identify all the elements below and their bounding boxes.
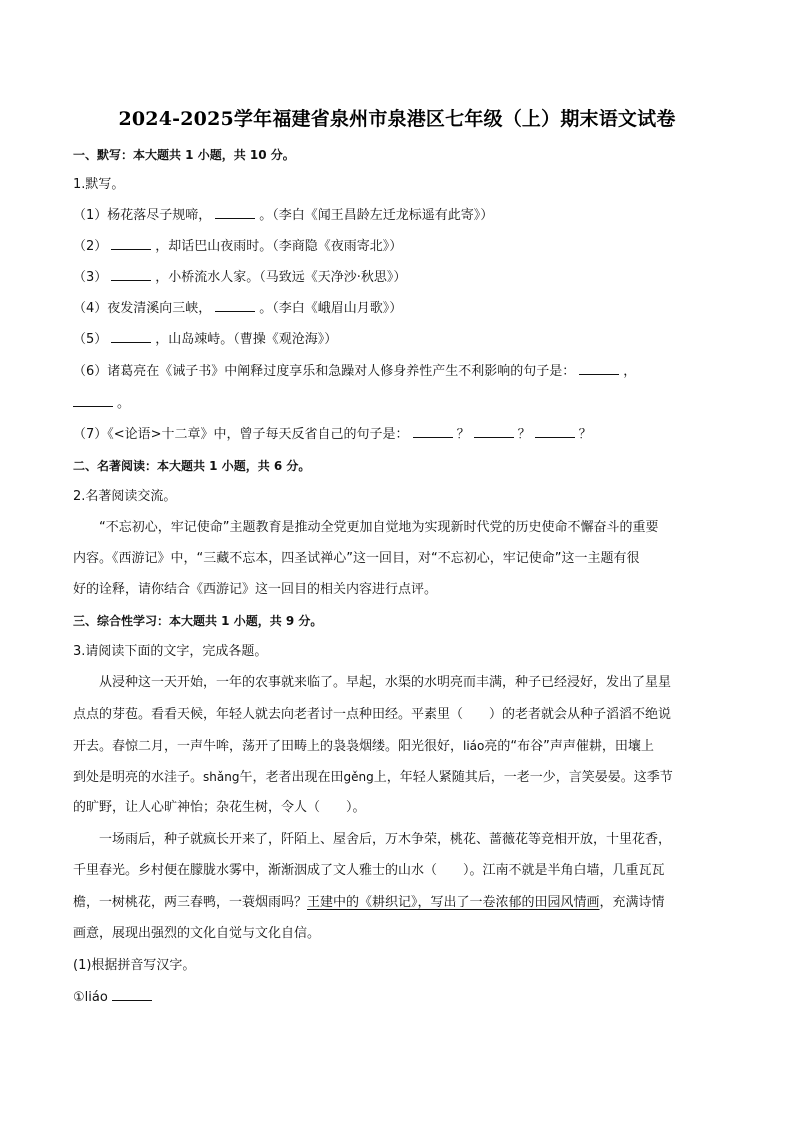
answer-blank[interactable]: [111, 268, 151, 281]
question-1-item-2: （2） ，却话巴山夜雨时。（李商隐《夜雨寄北》）: [73, 239, 403, 254]
pinyin: liáo: [463, 739, 485, 753]
question-2-para-line: 内容。《西游记》中，“三藏不忘本，四圣试禅心”这一回目，对“不忘初心，牢记使命”这一主题有很: [73, 551, 640, 566]
answer-blank[interactable]: [579, 362, 619, 375]
answer-blank[interactable]: [215, 299, 255, 312]
answer-blank[interactable]: [215, 206, 255, 219]
answer-blank[interactable]: [474, 425, 514, 438]
section-heading-3: 三、综合性学习：本大题共 1 小题，共 9 分。: [73, 614, 323, 628]
question-3-title: 3.请阅读下面的文字，完成各题。: [73, 644, 268, 659]
passage-line: 的旷野，让人心旷神怡；杂花生树，令人（ ）。: [73, 800, 366, 815]
question-1-item-3: （3） ，小桥流水人家。（马致远《天净沙·秋思》）: [73, 270, 407, 285]
passage-line: 到处是明亮的水洼子。shǎng午，老者出现在田gěng上，年轻人紧随其后，一老一少，言笑晏晏。这季节: [73, 770, 673, 785]
question-2-para-line: 好的诠释，请你结合《西游记》这一回目的相关内容进行点评。: [73, 582, 438, 597]
underlined-sentence: 王建中的《耕织记》，写出了一卷浓郁的田园风情画: [307, 895, 600, 910]
question-1-item-6: （6）诸葛亮在《诫子书》中阐释过度享乐和急躁对人修身养性产生不利影响的句子是： ，: [73, 364, 637, 379]
answer-blank[interactable]: [111, 237, 151, 250]
section-heading-1: 一、默写：本大题共 1 小题，共 10 分。: [73, 148, 295, 162]
pinyin: shǎng: [203, 770, 240, 784]
sub-question-1-item: ①liáo: [73, 988, 156, 1008]
question-2-para-line: “不忘初心，牢记使命”主题教育是推动全党更加自觉地为实现新时代党的历史使命不懈奋斗的重要: [99, 520, 659, 535]
passage-line: 千里春光。乡村便在朦胧水雾中，渐渐洇成了文人雅士的山水（ ）。江南不就是半角白墙，几重瓦瓦: [73, 863, 665, 878]
question-2-title: 2.名著阅读交流。: [73, 489, 177, 504]
passage-line: 开去。春惊二月，一声牛哞，荡开了田畴上的袅袅烟缕。阳光很好，liáo亮的“布谷”声声催耕，田壤上: [73, 739, 654, 754]
sub-question-1: (1)根据拼音写汉字。: [73, 958, 196, 973]
answer-blank[interactable]: [73, 394, 113, 407]
page-title: 2024-2025学年福建省泉州市泉港区七年级（上）期末语文试卷: [118, 108, 676, 130]
question-1-item-6-cont: 。: [73, 394, 130, 414]
question-1-item-5: （5） ，山岛竦峙。（曹操《观沧海》）: [73, 332, 338, 347]
passage-line: 从浸种这一天开始，一年的农事就来临了。早起，水渠的水明亮而丰满，种子已经浸好，发出了星星: [99, 675, 672, 690]
answer-blank[interactable]: [413, 425, 453, 438]
passage-line: 檐，一树桃花，两三春鸭，一蓑烟雨吗？王建中的《耕织记》，写出了一卷浓郁的田园风情画，充满诗情: [73, 895, 665, 910]
question-1-item-7: （7）《<论语>十二章》中，曾子每天反省自己的句子是： ？ ？ ？: [73, 427, 592, 442]
pinyin: gěng: [343, 770, 374, 784]
passage-line: 点点的芽苞。看看天候，年轻人就去向老者讨一点种田经。平素里（ ）的老者就会从种子滔滔不绝说: [73, 707, 672, 722]
section-heading-2: 二、名著阅读：本大题共 1 小题，共 6 分。: [73, 459, 311, 473]
answer-blank[interactable]: [535, 425, 575, 438]
question-1-item-4: （4）夜发清溪向三峡， 。（李白《峨眉山月歌》）: [73, 301, 403, 316]
answer-blank[interactable]: [112, 988, 152, 1001]
question-1-item-1: （1）杨花落尽子规啼， 。（李白《闻王昌龄左迁龙标遥有此寄》）: [73, 208, 494, 223]
passage-line: 画意，展现出强烈的文化自觉与文化自信。: [73, 926, 321, 941]
question-1-title: 1.默写。: [73, 177, 125, 192]
passage-line: 一场雨后，种子就疯长开来了，阡陌上、屋舍后，万木争荣，桃花、蔷薇花等竞相开放，十里花香，: [99, 832, 672, 847]
answer-blank[interactable]: [111, 330, 151, 343]
